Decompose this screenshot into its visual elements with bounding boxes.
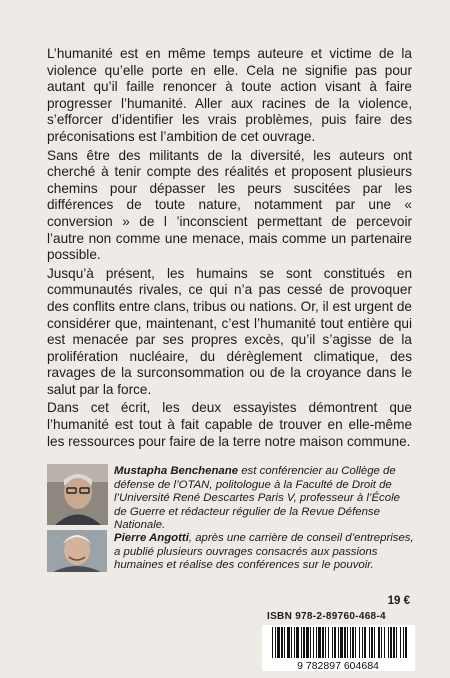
author-bio-angotti (114, 532, 414, 573)
barcode-bar (364, 627, 366, 658)
barcode-bar (313, 627, 314, 658)
barcode-bar (362, 627, 363, 658)
barcode (262, 625, 415, 671)
barcode-bar (306, 627, 309, 658)
barcode-bar (334, 627, 336, 658)
barcode-bar (338, 627, 339, 658)
barcode-bar (347, 627, 348, 658)
barcode-bar (328, 627, 329, 658)
barcode-bar (275, 627, 276, 658)
barcode-bar (384, 627, 385, 658)
barcode-bar (405, 627, 407, 658)
barcode-bar (390, 627, 392, 658)
author-bio-text: est conférencier au Collège de défense de l’OTAN, politologue à la Faculté de Droit de l’Université René Descartes Paris V, professeur à l’École de Guerre et rédacteur régulier de la Revue Défense Nationale. (114, 465, 400, 532)
paragraph-diversity: Sans être des militants de la diversité, les auteurs ont cherché à tenir compte des réalités et proposent plusieurs chemins pour dépasser les peurs suscitées par les différences de toute nature, notamment par une « conversion » de l ’inconscient permettant de percevoir l’autre non comme une menace, mais comme un partenaire possible. (47, 147, 412, 263)
barcode-bar (303, 627, 305, 658)
barcode-bar (332, 627, 333, 658)
price: 19 € (387, 595, 410, 607)
barcode-bar (369, 627, 370, 658)
barcode-bar (310, 627, 311, 658)
paragraph-conclusion: Dans cet écrit, les deux essayistes démontrent que l’humanité est tout à fait capable de trouver en elle-même les ressources pour faire de la terre notre maison commune. (47, 400, 412, 449)
barcode-bar (316, 627, 317, 658)
isbn-number: 978-2-89760-468-4 (295, 611, 386, 622)
barcode-bar (359, 627, 360, 658)
barcode-bar (287, 627, 290, 658)
author-name: Mustapha Benchenane (114, 465, 239, 477)
barcode-bar (325, 627, 326, 658)
author-name: Pierre Angotti (114, 532, 189, 544)
barcode-bar (281, 627, 283, 658)
barcode-digits: 9 782897 604684 (297, 660, 379, 671)
barcode-bar (340, 627, 343, 658)
barcode-bar (294, 627, 295, 658)
author-bio-text: , après une carrière de conseil d’entreprises, a publié plusieurs ouvrages consacrés aux passions humaines et réalise des conférences sur le pouvoir. (114, 532, 414, 572)
barcode-bar (350, 627, 351, 658)
barcode-bar (272, 627, 273, 658)
barcode-bar (291, 627, 292, 658)
barcode-bar (301, 627, 302, 658)
barcode-bar (378, 627, 380, 658)
author-photo-angotti (47, 530, 107, 572)
barcode-bar (400, 627, 401, 658)
paragraph-communities: Jusqu’à présent, les humains se sont constitués en communautés rivales, ce qui n’a pas cessé de provoquer des conflits entre clans, tribus ou nations. Or, il est urgent de considérer que, maintenant, c’est l’humanité tout entière qui est menacée par ses propres excès, qu’il s’agisse de la prolifération nucléaire, du dérèglement climatique, des ravages de la surconsommation ou de la croyance dans le salut par la force. (47, 265, 412, 397)
barcode-bar (277, 627, 280, 658)
barcode-bar (388, 627, 389, 658)
isbn (267, 611, 386, 622)
barcode-bar (296, 627, 299, 658)
barcode-bar (403, 627, 404, 658)
barcode-bar (318, 627, 321, 658)
barcode-bar (355, 627, 356, 658)
barcode-bar (344, 627, 346, 658)
author-photo-benchenane (47, 464, 108, 525)
barcode-bar (371, 627, 373, 658)
barcode-bar (393, 627, 395, 658)
barcode-bar (322, 627, 324, 658)
barcode-bar (284, 627, 285, 658)
author-bio-benchenane (114, 465, 414, 533)
back-cover-text (47, 46, 412, 452)
barcode-bar (381, 627, 382, 658)
isbn-label: ISBN (267, 611, 293, 622)
barcode-bar (374, 627, 375, 658)
barcode-bar (352, 627, 354, 658)
paragraph-intro: L’humanité est en même temps auteure et victime de la violence qu’elle porte en elle. Cela ne signifie pas pour autant qu’il faille renoncer à toute action visant à faire progresser l’humanité. Aller aux racines de la violence, s’efforcer d’identifier les vrais problèmes, puis faire des préconisations est l’ambition de cet ouvrage. (47, 46, 412, 144)
barcode-bar (396, 627, 397, 658)
